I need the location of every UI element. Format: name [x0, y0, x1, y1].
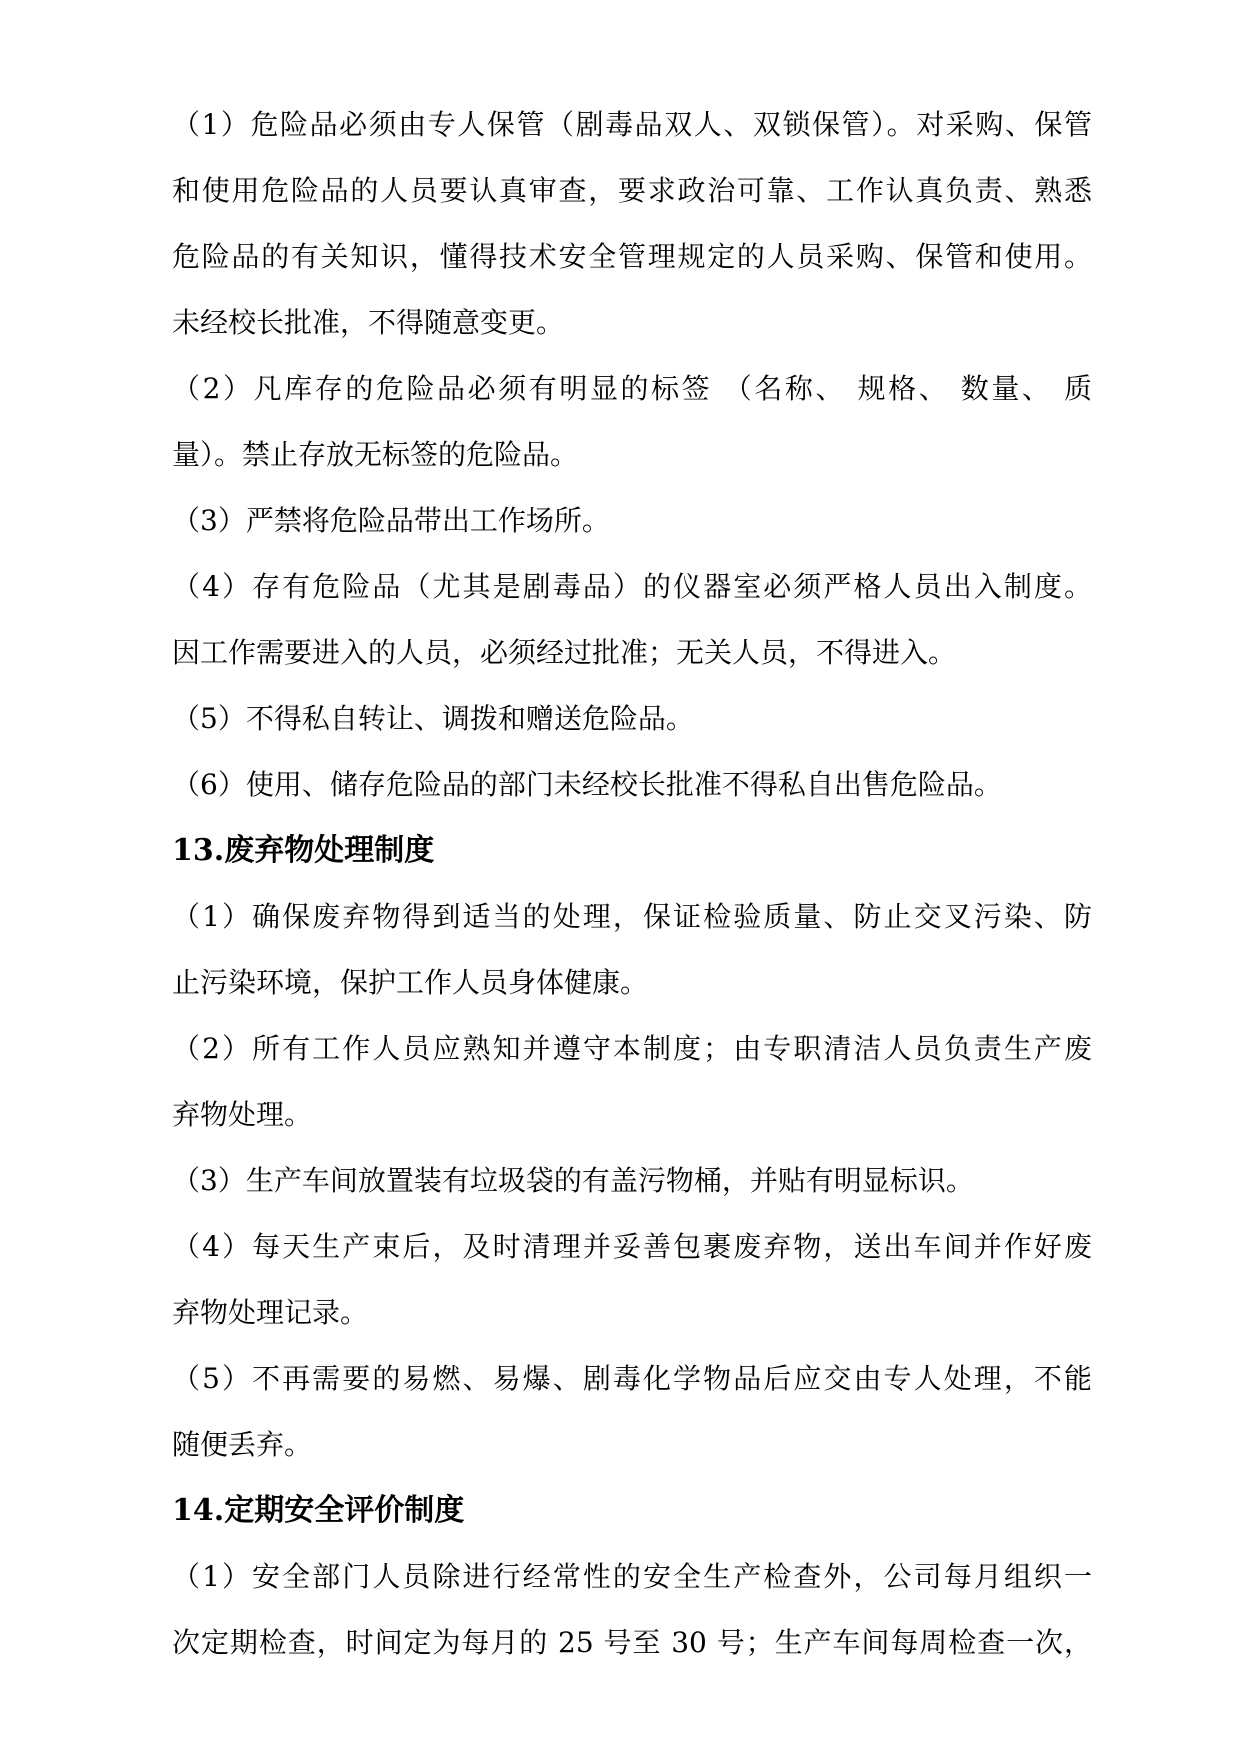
paragraph-line: （2）凡库存的危险品必须有明显的标签 （名称、 规格、 数量、 质 — [172, 372, 1092, 405]
paragraph-line: 未经校长批准，不得随意变更。 — [172, 306, 565, 339]
paragraph-line: （3）生产车间放置装有垃圾袋的有盖污物桶，并贴有明显标识。 — [172, 1164, 974, 1197]
paragraph-line: （5）不得私自转让、调拨和赠送危险品。 — [172, 702, 694, 735]
paragraph-line: 弃物处理。 — [172, 1098, 313, 1131]
paragraph-line: 量）。禁止存放无标签的危险品。 — [172, 438, 579, 471]
paragraph-line: （5）不再需要的易燃、易爆、剧毒化学物品后应交由专人处理，不能 — [172, 1362, 1092, 1395]
paragraph-line: （1）确保废弃物得到适当的处理，保证检验质量、防止交叉污染、防 — [172, 900, 1092, 933]
paragraph-line: 次定期检查，时间定为每月的 25 号至 30 号；生产车间每周检查一次， — [172, 1626, 1092, 1659]
paragraph-line: （3）严禁将危险品带出工作场所。 — [172, 504, 610, 537]
paragraph-line: 和使用危险品的人员要认真审查，要求政治可靠、工作认真负责、熟悉 — [172, 174, 1092, 207]
section-heading: 13.废弃物处理制度 — [172, 833, 435, 868]
paragraph-line: （6）使用、储存危险品的部门未经校长批准不得私自出售危险品。 — [172, 768, 1002, 801]
paragraph-line: （1）安全部门人员除进行经常性的安全生产检查外，公司每月组织一 — [172, 1560, 1092, 1593]
section-heading: 14.定期安全评价制度 — [172, 1493, 465, 1528]
paragraph-line: 随便丢弃。 — [172, 1428, 313, 1461]
paragraph-line: （4）存有危险品（尤其是剧毒品）的仪器室必须严格人员出入制度。 — [172, 570, 1092, 603]
paragraph-line: （2）所有工作人员应熟知并遵守本制度；由专职清洁人员负责生产废 — [172, 1032, 1092, 1065]
paragraph-line: （4）每天生产束后，及时清理并妥善包裹废弃物，送出车间并作好废 — [172, 1230, 1092, 1263]
paragraph-line: 因工作需要进入的人员，必须经过批准；无关人员，不得进入。 — [172, 636, 957, 669]
paragraph-line: 弃物处理记录。 — [172, 1296, 369, 1329]
paragraph-line: 危险品的有关知识，懂得技术安全管理规定的人员采购、保管和使用。 — [172, 240, 1092, 273]
paragraph-line: （1）危险品必须由专人保管（剧毒品双人、双锁保管）。对采购、保管 — [172, 108, 1092, 141]
paragraph-line: 止污染环境，保护工作人员身体健康。 — [172, 966, 649, 999]
